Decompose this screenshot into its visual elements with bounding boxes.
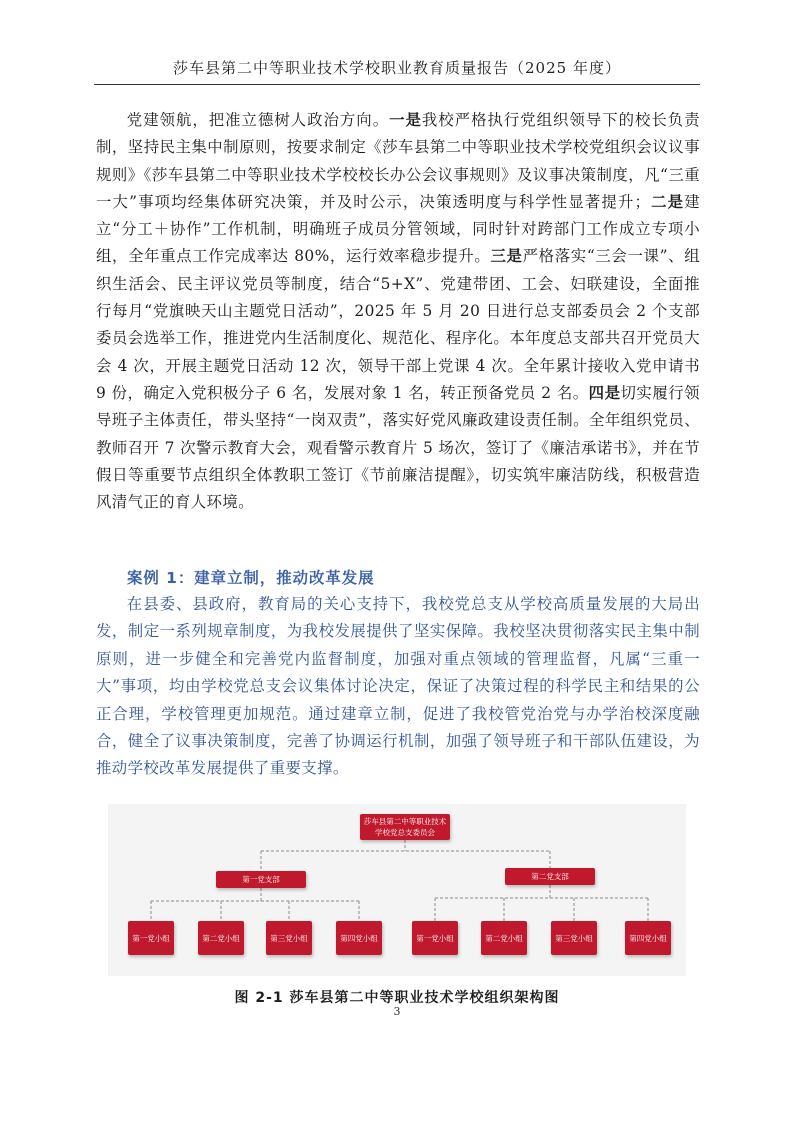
point-two-label: 二是 [650,192,685,211]
point-one-label: 一是 [389,111,422,129]
running-header: 莎车县第二中等职业技术学校职业教育质量报告（2025 年度） [173,59,621,77]
org-node-branch-2: 第二党支部 [505,868,595,885]
page-number: 3 [393,1005,401,1018]
org-node-b1-group-4: 第四党小组 [336,921,382,955]
org-node-b1-group-1: 第一党小组 [128,921,174,955]
org-node-general-branch: 莎车县第二中等职业技术学校党总支委员会 [360,814,450,840]
point-four-label: 四是 [588,383,621,402]
org-node-b1-group-2: 第二党小组 [198,921,244,955]
point-three-label: 三是 [490,247,523,266]
org-chart [108,804,686,976]
figure-caption: 图 2-1 莎车县第二中等职业技术学校组织架构图 [234,990,560,1006]
party-building-paragraph [96,107,700,516]
org-node-branch-1: 第一党支部 [216,871,306,888]
point-three-text: 严格落实“三会一课”、组织生活会、民主评议党员等制度，结合“5+X”、党建带团、工会、妇联建设，全面推行每月“党旗映天山主题党日活动”，2025 年 5 月 20 日进行总支部委员会 2 个支部委员会选举工作，推进党内生活制度化、规范化、程序化。本年度总支部共召开党员大会 4 次，开展主题党日活动 12 次，领导干部上党课 4 次。全年累计接收入党申请书 9 份，确定入党积极分子 6 名，发展对象 1 名，转正预备党员 2 名。 [96,247,700,402]
paragraph-lead: 党建领航，把准立德树人政治方向。 [126,111,390,129]
org-node-b2-group-3: 第三党小组 [551,921,597,955]
point-two-text: 建立“分工＋协作”工作机制，明确班子成员分管领域，同时针对跨部门工作成立专项小组，全年重点工作完成率达 80%，运行效率稳步提升。 [96,192,700,266]
org-node-b2-group-2: 第二党小组 [481,921,527,955]
org-node-b1-group-3: 第三党小组 [266,921,312,955]
point-one-text: 我校严格执行党组织领导下的校长负责制，坚持民主集中制原则，按要求制定《莎车县第二中等职业技术学校党组织会议议事规则》《莎车县第二中等职业技术学校校长办公会议事规则》及议事决策制度，凡“三重一大”事项均经集体研究决策，并及时公示，决策透明度与科学性显著提升； [96,111,700,211]
case-paragraph: 在县委、县政府，教育局的关心支持下，我校党总支从学校高质量发展的大局出发，制定一系列规章制度，为我校发展提供了坚实保障。我校坚决贯彻落实民主集中制原则，进一步健全和完善党内监督制度，加强对重点领域的管理监督，凡属“三重一大”事项，均由学校党总支会议集体讨论决定，保证了决策过程的科学民主和结果的公正合理，学校管理更加规范。通过建章立制，促进了我校管党治党与办学治校深度融合，健全了议事决策制度，完善了协调运行机制，加强了领导班子和干部队伍建设，为推动学校改革发展提供了重要支撑。 [96,595,700,778]
org-node-b2-group-4: 第四党小组 [625,921,671,955]
org-node-b2-group-1: 第一党小组 [412,921,458,955]
point-four-text: 切实履行领导班子主体责任，带头坚持“一岗双责”，落实好党风廉政建设责任制。全年组织党员、教师召开 7 次警示教育大会，观看警示教育片 5 场次，签订了《廉洁承诺书》，并在节假日等重要节点组织全体教职工签订《节前廉洁提醒》，切实筑牢廉洁防线，积极营造风清气正的育人环境。 [96,383,700,512]
header-rule [94,84,700,85]
case-title: 案例 1：建章立制，推动改革发展 [127,569,375,587]
